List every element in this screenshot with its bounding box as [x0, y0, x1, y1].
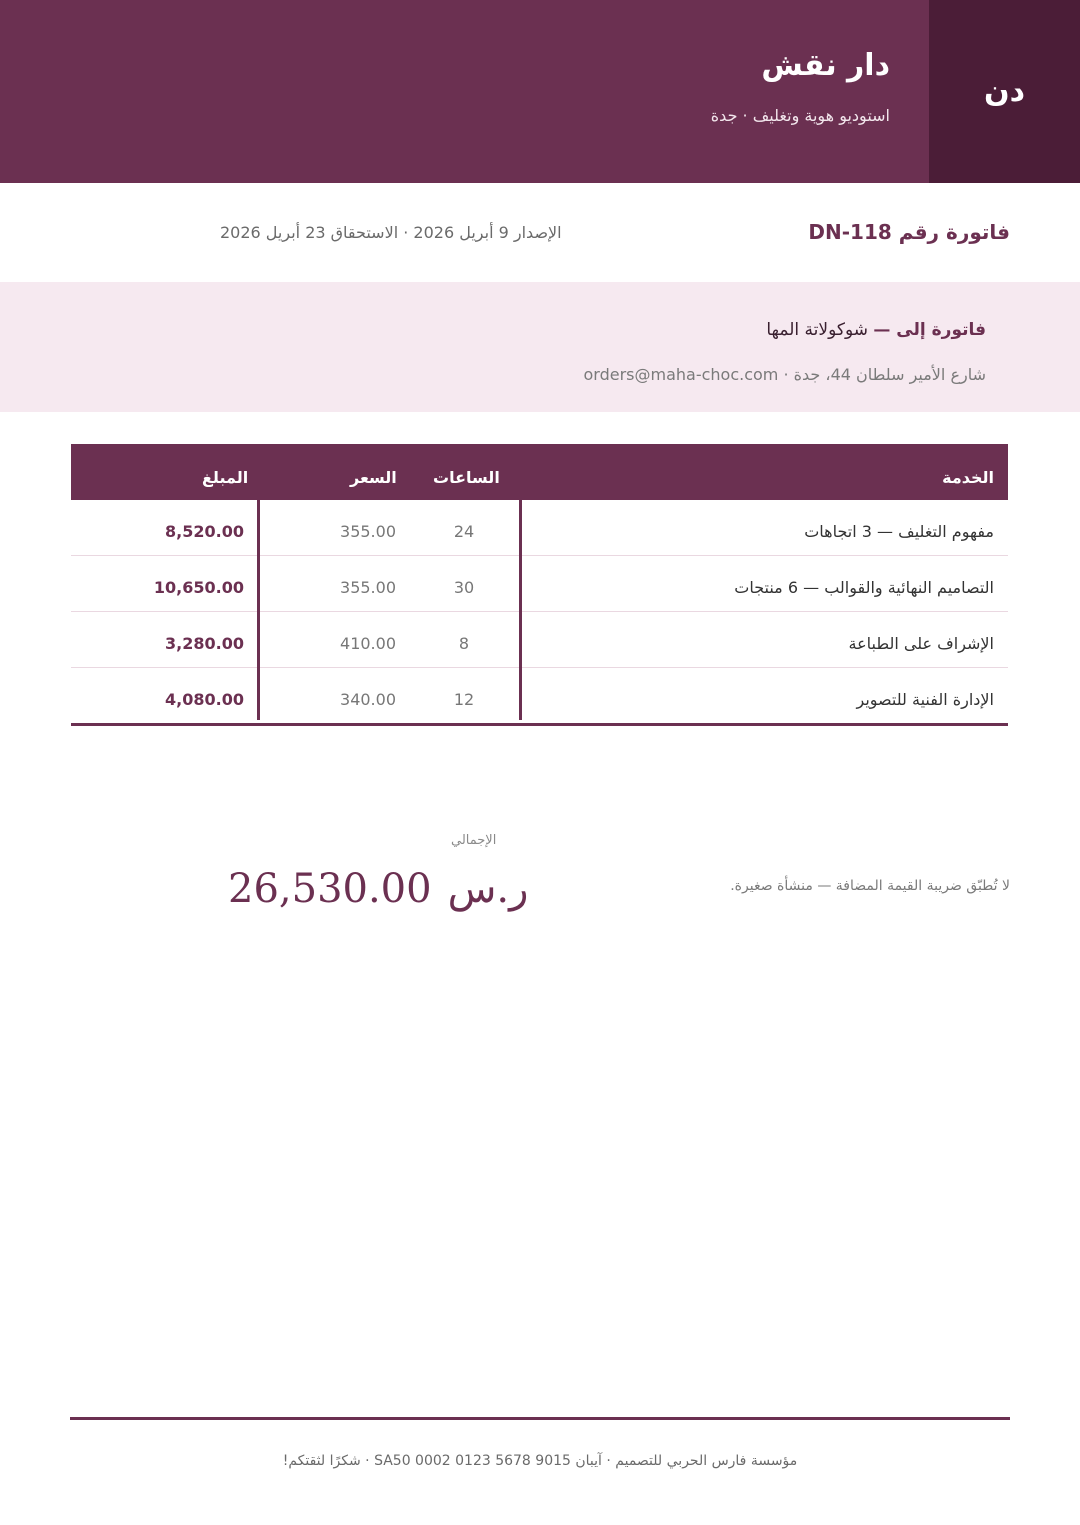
total-currency: ر.س	[447, 866, 529, 912]
header-banner	[0, 0, 1080, 183]
total-value: 26,530.00	[228, 866, 432, 912]
footer-divider	[70, 1417, 1010, 1420]
cell-hours: 12	[453, 690, 475, 709]
cell-hours: 30	[453, 578, 475, 597]
column-divider	[519, 500, 522, 720]
bill-to-client: شوكولاتة المها	[766, 320, 868, 340]
cell-amount: 4,080.00	[165, 690, 244, 709]
cell-hours: 24	[453, 522, 475, 541]
bill-to-label: فاتورة إلى —	[873, 320, 986, 340]
total-amount	[228, 866, 528, 912]
bill-to-address: شارع الأمير سلطان 44، جدة · orders@maha-choc.com	[583, 365, 986, 384]
cell-service: الإدارة الفنية للتصوير	[856, 690, 994, 709]
table-header	[71, 444, 1008, 500]
table-body	[71, 500, 1008, 726]
company-tagline: استوديو هوية وتغليف · جدة	[710, 106, 890, 125]
bill-to-title	[766, 320, 986, 340]
total-label: الإجمالي	[451, 833, 497, 848]
company-name: دار نقش	[761, 48, 890, 83]
invoice-dates: الإصدار 9 أبريل 2026 · الاستحقاق 23 أبريل 2026	[220, 223, 562, 242]
table-row	[71, 500, 1008, 556]
services-table	[71, 444, 1008, 726]
vat-note: لا تُطبّق ضريبة القيمة المضافة — منشأة صغيرة.	[730, 878, 1010, 894]
table-row	[71, 668, 1008, 723]
cell-amount: 3,280.00	[165, 634, 244, 653]
cell-amount: 8,520.00	[165, 522, 244, 541]
column-divider	[257, 500, 260, 720]
table-row	[71, 612, 1008, 668]
bill-to-section	[0, 282, 1080, 412]
logo-monogram: دن	[929, 0, 1080, 183]
cell-price: 355.00	[340, 578, 396, 597]
header-amount: المبلغ	[202, 468, 249, 487]
table-row	[71, 556, 1008, 612]
cell-service: الإشراف على الطباعة	[848, 634, 994, 653]
invoice-number: فاتورة رقم DN-118	[808, 220, 1010, 244]
cell-amount: 10,650.00	[153, 578, 244, 597]
cell-price: 410.00	[340, 634, 396, 653]
invoice-meta	[0, 183, 1080, 282]
cell-price: 340.00	[340, 690, 396, 709]
header-price: السعر	[350, 468, 397, 487]
cell-service: مفهوم التغليف — 3 اتجاهات	[804, 522, 994, 541]
cell-price: 355.00	[340, 522, 396, 541]
cell-hours: 8	[458, 634, 470, 653]
header-hours: الساعات	[433, 468, 500, 487]
cell-service: التصاميم النهائية والقوالب — 6 منتجات	[734, 578, 994, 597]
footer-text: مؤسسة فارس الحربي للتصميم · آيبان SA50 0002 0123 5678 9015 · شكرًا لثقتكم!	[282, 1453, 798, 1469]
header-service: الخدمة	[942, 468, 994, 487]
